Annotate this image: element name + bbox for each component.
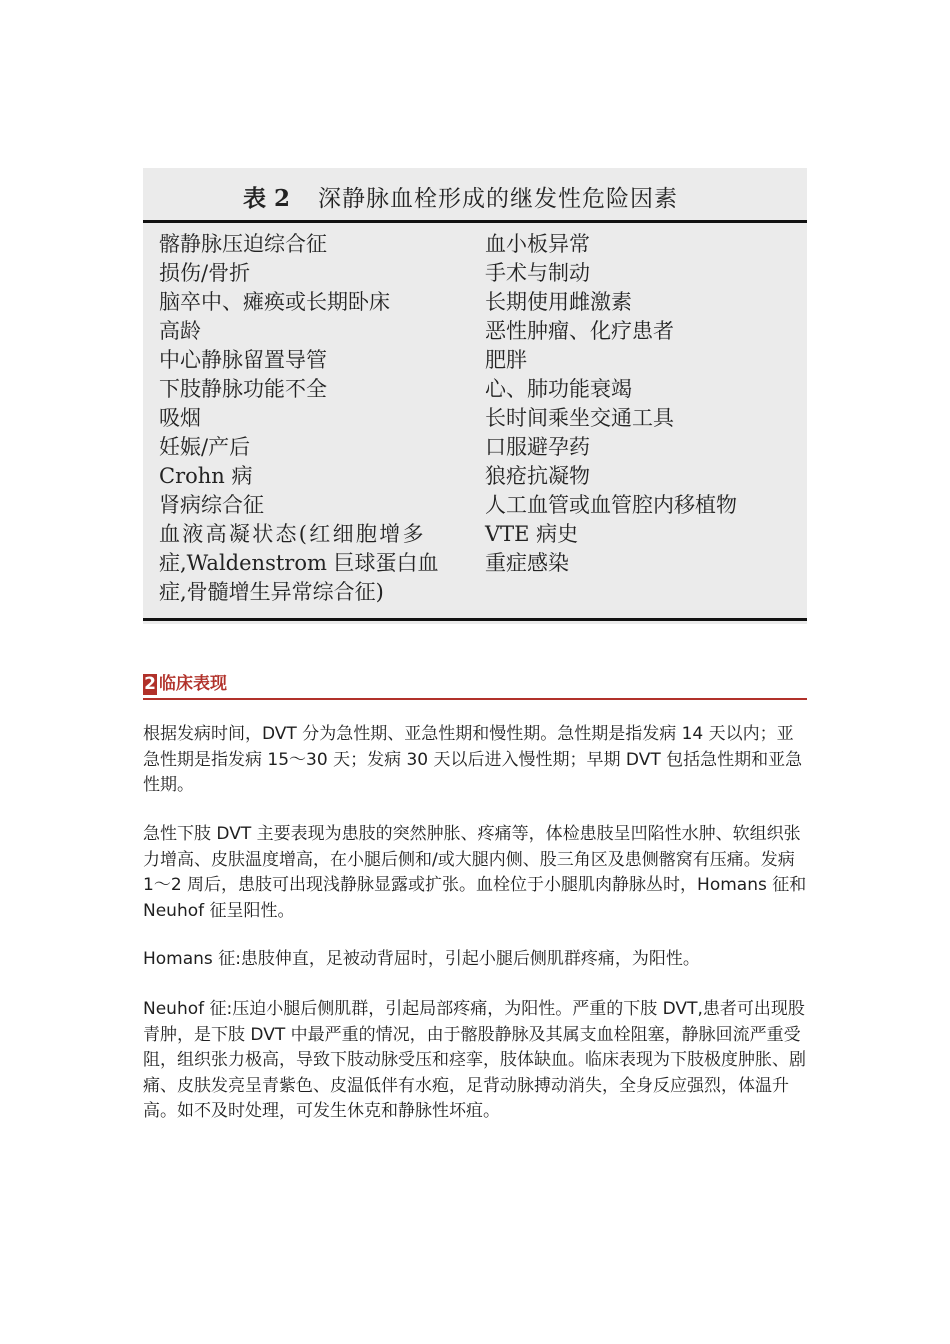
table-cell: 症,Waldenstrom 巨球蛋白血 [159, 551, 439, 575]
table-cell: 心、肺功能衰竭 [485, 377, 632, 401]
table-cell: 血小板异常 [485, 232, 590, 256]
paragraph-acute-symptoms: 急性下肢 DVT 主要表现为患肢的突然肿胀、疼痛等，体检患肢呈凹陷性水肿、软组织张力增高、皮肤温度增高，在小腿后侧和/或大腿内侧、股三角区及患侧髂窝有压痛。发病 1～2 周后，患肢可出现浅静脉显露或扩张。血栓位于小腿肌肉静脉丛时，Homans 征和 Neuhof 征呈阳性。 [143, 824, 807, 921]
paragraph-neuhof-sign: Neuhof 征:压迫小腿后侧肌群，引起局部疼痛，为阳性。严重的下肢 DVT,患者可出现股青肿，是下肢 DVT 中最严重的情况，由于髂股静脉及其属支血栓阻塞，静脉回流严重受阻，组织张力极高，导致下肢动脉受压和痉挛，肢体缺血。临床表现为下肢极度肿胀、剧痛、皮肤发亮呈青紫色、皮温低伴有水疱，足背动脉搏动消失，全身反应强烈，体温升高。如不及时处理，可发生休克和静脉性坏疽。 [143, 999, 806, 1121]
table-cell: Crohn 病 [159, 464, 253, 488]
paragraph-homans-sign: Homans 征:患肢伸直，足被动背屈时，引起小腿后侧肌群疼痛，为阳性。 [143, 949, 700, 969]
table-cell: 手术与制动 [485, 261, 590, 285]
table-top-rule [143, 220, 807, 223]
table-cell: 口服避孕药 [485, 435, 590, 459]
table-bottom-rule [143, 618, 807, 621]
section-number-badge: 2 [144, 674, 156, 694]
table-caption [143, 168, 807, 220]
risk-factor-table [143, 168, 807, 624]
table-cell: 肾病综合征 [159, 493, 264, 517]
table-cell: 中心静脉留置导管 [159, 348, 327, 372]
table-cell: 恶性肿瘤、化疗患者 [485, 319, 674, 343]
table-number: 表 2 [243, 185, 291, 212]
table-right-column [485, 230, 795, 578]
table-cell: 长期使用雌激素 [485, 290, 632, 314]
table-cell: 症,骨髓增生异常综合征) [159, 580, 384, 604]
table-cell: 长时间乘坐交通工具 [485, 406, 674, 430]
table-cell: 下肢静脉功能不全 [159, 377, 327, 401]
table-cell: 肥胖 [485, 348, 527, 372]
table-cell: 吸烟 [159, 406, 201, 430]
section-heading [143, 672, 807, 700]
table-cell: 妊娠/产后 [159, 435, 251, 459]
table-cell: 血液高凝状态(红细胞增多 [159, 522, 426, 546]
table-cell: 脑卒中、瘫痪或长期卧床 [159, 290, 390, 314]
table-cell: 高龄 [159, 319, 201, 343]
table-cell: 人工血管或血管腔内移植物 [485, 493, 737, 517]
table-cell: 狼疮抗凝物 [485, 464, 590, 488]
table-left-column [159, 230, 459, 607]
table-title: 深静脉血栓形成的继发性危险因素 [318, 186, 678, 212]
table-cell: VTE 病史 [485, 522, 579, 546]
table-cell: 髂静脉压迫综合征 [159, 232, 327, 256]
table-cell: 损伤/骨折 [159, 261, 251, 285]
paragraph-onset-phases: 根据发病时间，DVT 分为急性期、亚急性期和慢性期。急性期是指发病 14 天以内；亚急性期是指发病 15～30 天；发病 30 天以后进入慢性期；早期 DVT 包括急性期和亚急性期。 [143, 724, 803, 795]
section-title: 临床表现 [159, 674, 227, 694]
table-cell: 重症感染 [485, 551, 569, 575]
